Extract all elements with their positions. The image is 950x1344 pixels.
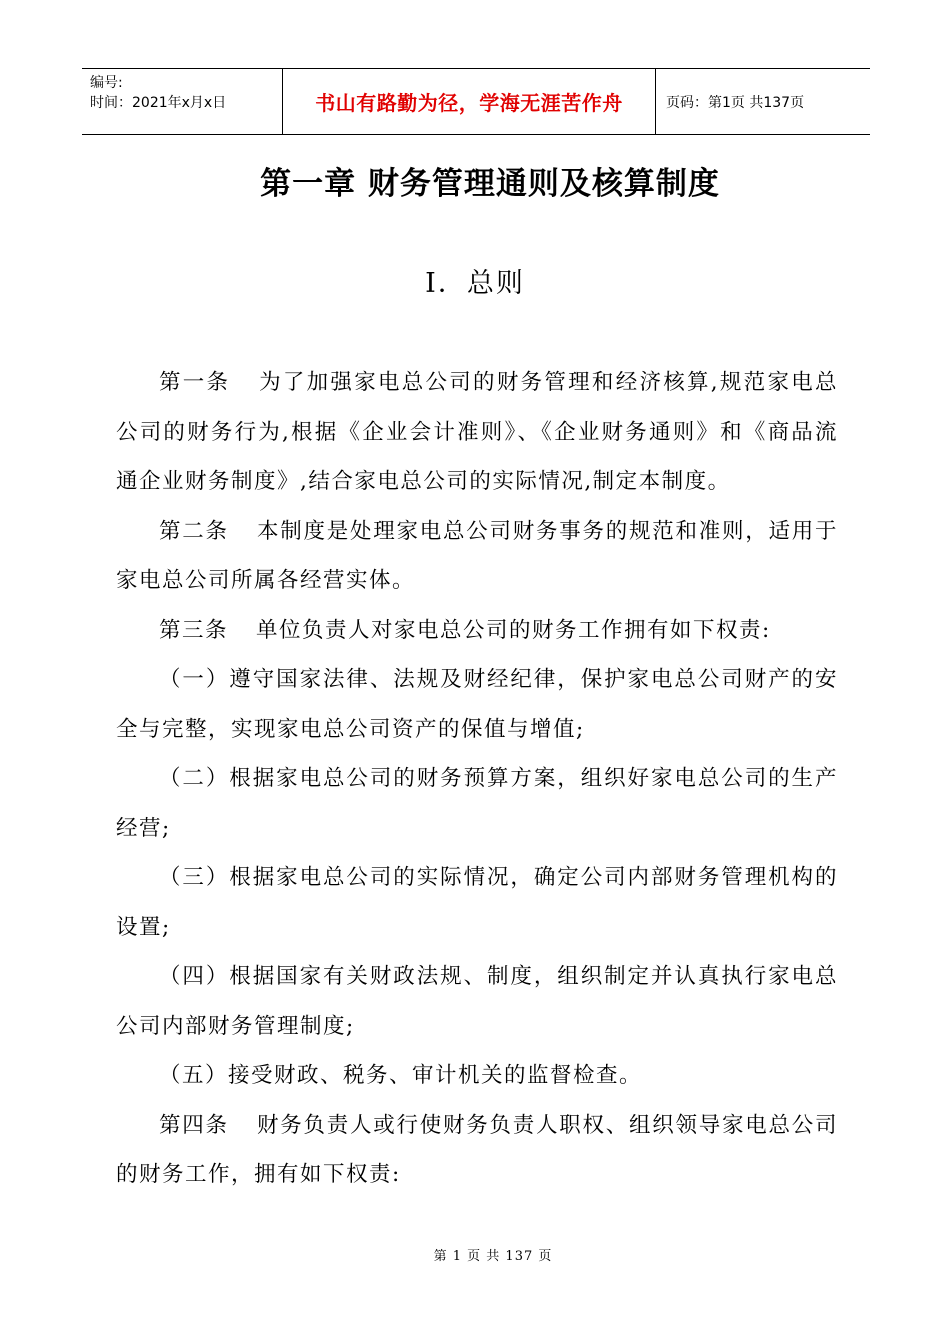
paragraph bbox=[116, 1101, 838, 1200]
paragraph bbox=[116, 952, 838, 1051]
paragraph-text: 本制度是处理家电总公司财务事务的规范和准则，适用于家电总公司所属各经营实体。 bbox=[116, 518, 838, 593]
header-meta bbox=[82, 69, 282, 134]
chapter-title: 第一章 财务管理通则及核算制度 bbox=[260, 166, 720, 202]
article-label: 第二条 bbox=[159, 518, 229, 544]
paragraph-text: 为了加强家电总公司的财务管理和经济核算,规范家电总公司的财务行为,根据《企业会计准则》、《企业财务通则》和《商品流通企业财务制度》,结合家电总公司的实际情况,制定本制度。 bbox=[116, 370, 838, 494]
header-page-info: 页码：第1页 共137页 bbox=[666, 94, 805, 111]
paragraph bbox=[116, 1051, 838, 1101]
page-header bbox=[82, 68, 870, 135]
page-footer: 第 1 页 共 137 页 bbox=[433, 1249, 553, 1264]
paragraph bbox=[116, 754, 838, 853]
paragraph-text: 财务负责人或行使财务负责人职权、组织领导家电总公司的财务工作，拥有如下权责: bbox=[116, 1112, 838, 1187]
paragraph bbox=[116, 853, 838, 952]
document-date: 时间：2021年x月x日 bbox=[90, 95, 227, 111]
article-label: 第四条 bbox=[159, 1112, 229, 1138]
paragraph-text: （五）接受财政、税务、审计机关的监督检查。 bbox=[159, 1063, 643, 1088]
paragraph bbox=[116, 358, 838, 507]
article-label: 第三条 bbox=[159, 617, 229, 643]
paragraph-text: （四）根据国家有关财政法规、制度，组织制定并认真执行家电总公司内部财务管理制度; bbox=[116, 964, 838, 1039]
document-body bbox=[116, 358, 838, 1200]
article-label: 第一条 bbox=[159, 370, 231, 395]
document-number-label: 编号: bbox=[90, 75, 123, 91]
paragraph bbox=[116, 606, 838, 656]
header-slogan: 书山有路勤为径，学海无涯苦作舟 bbox=[282, 69, 656, 134]
paragraph-text: （二）根据家电总公司的财务预算方案，组织好家电总公司的生产经营; bbox=[116, 766, 838, 841]
paragraph-text: （三）根据家电总公司的实际情况，确定公司内部财务管理机构的设置; bbox=[116, 865, 838, 940]
paragraph bbox=[116, 507, 838, 606]
paragraph bbox=[116, 655, 838, 754]
paragraph-text: 单位负责人对家电总公司的财务工作拥有如下权责: bbox=[256, 617, 771, 643]
section-title: I．总则 bbox=[425, 268, 525, 299]
paragraph-text: （一）遵守国家法律、法规及财经纪律，保护家电总公司财产的安全与完整，实现家电总公司资产的保值与增值; bbox=[116, 667, 838, 742]
